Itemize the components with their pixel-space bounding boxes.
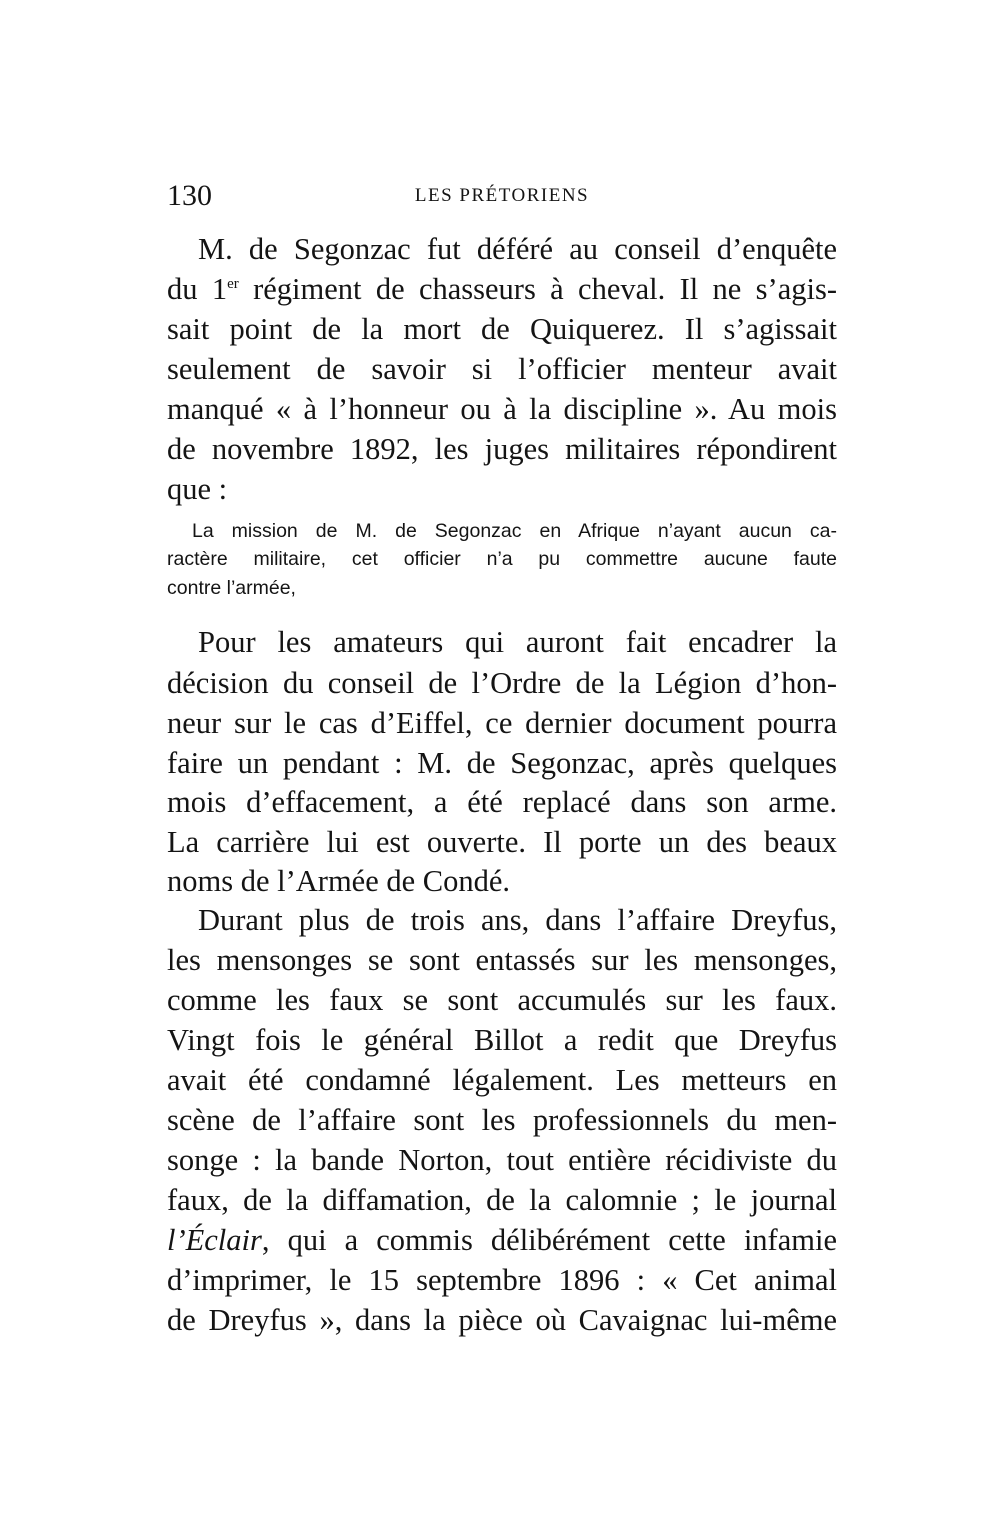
text-line: [167, 269, 837, 309]
text-line: les mensonges se sont entassés sur les mensonges,: [167, 943, 837, 977]
text-line: seulement de savoir si l’officier menteur avait: [167, 352, 837, 386]
text-line: neur sur le cas d’Eiffel, ce dernier document pourra: [167, 706, 837, 740]
text-line: décision du conseil de l’Ordre de la Légion d’hon-: [167, 666, 837, 700]
text-line: Pour les amateurs qui auront fait encadrer la: [198, 625, 837, 659]
text-fragment: du 1: [167, 272, 228, 306]
text-line: noms de l’Armée de Condé.: [167, 864, 511, 898]
text-line: songe : la bande Norton, tout entière récidiviste du: [167, 1143, 837, 1177]
text-line: d’imprimer, le 15 septembre 1896 : « Cet animal: [167, 1263, 837, 1297]
text-line: faux, de la diffamation, de la calomnie ; le journal: [167, 1183, 837, 1217]
quote-line: contre l’armée,: [167, 577, 296, 599]
page-number: 130: [167, 179, 212, 212]
text-fragment: régiment de chasseurs à cheval. Il ne s’agis-: [238, 272, 837, 306]
text-line: mois d’effacement, a été replacé dans son arme.: [167, 785, 837, 819]
text-line: avait été condamné légalement. Les metteurs en: [167, 1063, 837, 1097]
text-line: [167, 1220, 837, 1260]
text-fragment: , qui a commis délibérément cette infamie: [261, 1223, 837, 1257]
page-header: [167, 176, 837, 216]
text-line: M. de Segonzac fut déféré au conseil d’enquête: [198, 232, 837, 266]
text-line: manqué « à l’honneur ou à la discipline ». Au mois: [167, 392, 837, 426]
text-line: comme les faux se sont accumulés sur les faux.: [167, 983, 837, 1017]
text-line: sait point de la mort de Quiquerez. Il s’agissait: [167, 312, 837, 346]
text-line: que :: [167, 472, 228, 506]
text-line: Vingt fois le général Billot a redit que Dreyfus: [167, 1023, 837, 1057]
running-title: LES PRÉTORIENS: [414, 185, 590, 206]
text-line: faire un pendant : M. de Segonzac, après quelques: [167, 746, 837, 780]
quote-line: ractère militaire, cet officier n’a pu commettre aucune faute: [167, 548, 837, 570]
quote-line: La mission de M. de Segonzac en Afrique n’ayant aucun ca-: [192, 520, 837, 542]
text-line: de novembre 1892, les juges militaires répondirent: [167, 432, 837, 466]
text-line: scène de l’affaire sont les professionnels du men-: [167, 1103, 837, 1137]
text-line: Durant plus de trois ans, dans l’affaire Dreyfus,: [198, 903, 837, 937]
superscript: er: [227, 275, 239, 292]
text-line: de Dreyfus », dans la pièce où Cavaignac lui-même: [167, 1303, 837, 1337]
text-line: La carrière lui est ouverte. Il porte un des beaux: [167, 825, 837, 859]
newspaper-title: l’Éclair: [167, 1223, 262, 1257]
